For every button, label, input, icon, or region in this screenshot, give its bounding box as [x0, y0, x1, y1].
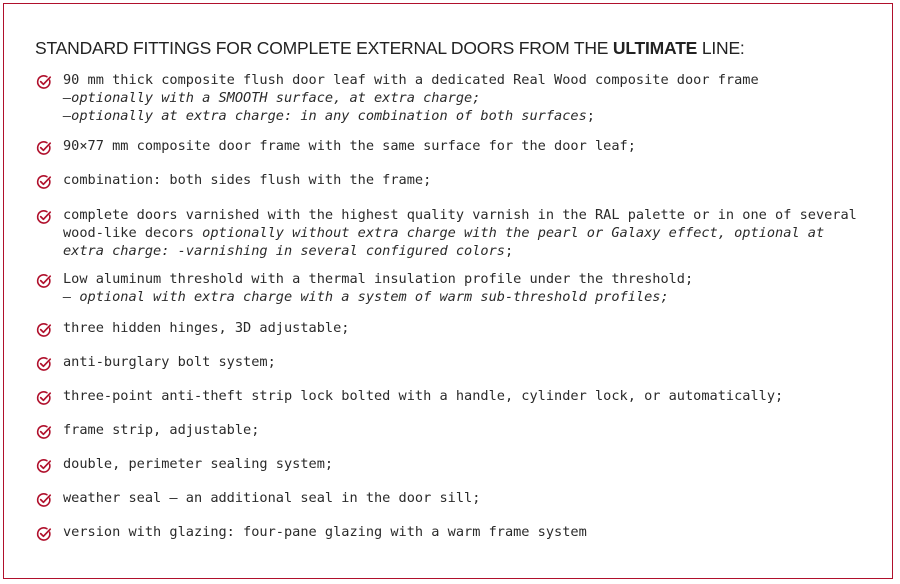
heading-suffix: LINE:	[697, 38, 745, 58]
check-circle-icon	[36, 492, 52, 508]
check-circle-icon	[36, 140, 52, 156]
check-circle-icon	[36, 273, 52, 289]
item-text: combination: both sides flush with the frame;	[63, 172, 432, 188]
check-circle-icon	[36, 526, 52, 542]
item-option: –optionally at extra charge: in any combination of both surfaces	[63, 108, 587, 124]
item-text: three-point anti-theft strip lock bolted with a handle, cylinder lock, or automatically;	[63, 388, 784, 404]
check-circle-icon	[36, 74, 52, 90]
item-punctuation: ;	[586, 108, 595, 124]
item-text: 90 mm thick composite flush door leaf with a dedicated Real Wood composite door frame	[63, 72, 759, 88]
item-punctuation: ;	[504, 243, 514, 259]
check-circle-icon	[36, 356, 52, 372]
heading-line-name: ULTIMATE	[612, 38, 698, 58]
item-option: optionally without extra charge with the pearl or Galaxy effect, optional at extra charge: -varnishing in several configured colors	[63, 225, 825, 259]
item-text: complete doors varnished with the highest quality varnish in the RAL palette or in one of several wood-like decors	[63, 207, 857, 241]
item-text: double, perimeter sealing system;	[63, 456, 334, 472]
check-circle-icon	[36, 424, 52, 440]
check-circle-icon	[36, 458, 52, 474]
heading-prefix: STANDARD FITTINGS FOR COMPLETE EXTERNAL DOORS FROM THE	[35, 38, 613, 58]
item-option: –optionally with a SMOOTH surface, at extra charge;	[63, 90, 481, 106]
content-frame	[3, 3, 893, 579]
check-circle-icon	[36, 209, 52, 225]
section-heading	[35, 38, 745, 59]
item-text: Low aluminum threshold with a thermal insulation profile under the threshold;	[63, 271, 694, 287]
item-text: version with glazing: four-pane glazing with a warm frame system	[63, 524, 587, 540]
check-circle-icon	[36, 322, 52, 338]
item-text: three hidden hinges, 3D adjustable;	[63, 320, 350, 336]
item-text: 90×77 mm composite door frame with the same surface for the door leaf;	[63, 138, 636, 154]
item-text: weather seal – an additional seal in the door sill;	[63, 490, 481, 506]
item-text: anti-burglary bolt system;	[63, 354, 276, 370]
check-circle-icon	[36, 390, 52, 406]
check-circle-icon	[36, 174, 52, 190]
item-option: – optional with extra charge with a system of warm sub-threshold profiles;	[63, 289, 669, 305]
item-text: frame strip, adjustable;	[63, 422, 260, 438]
